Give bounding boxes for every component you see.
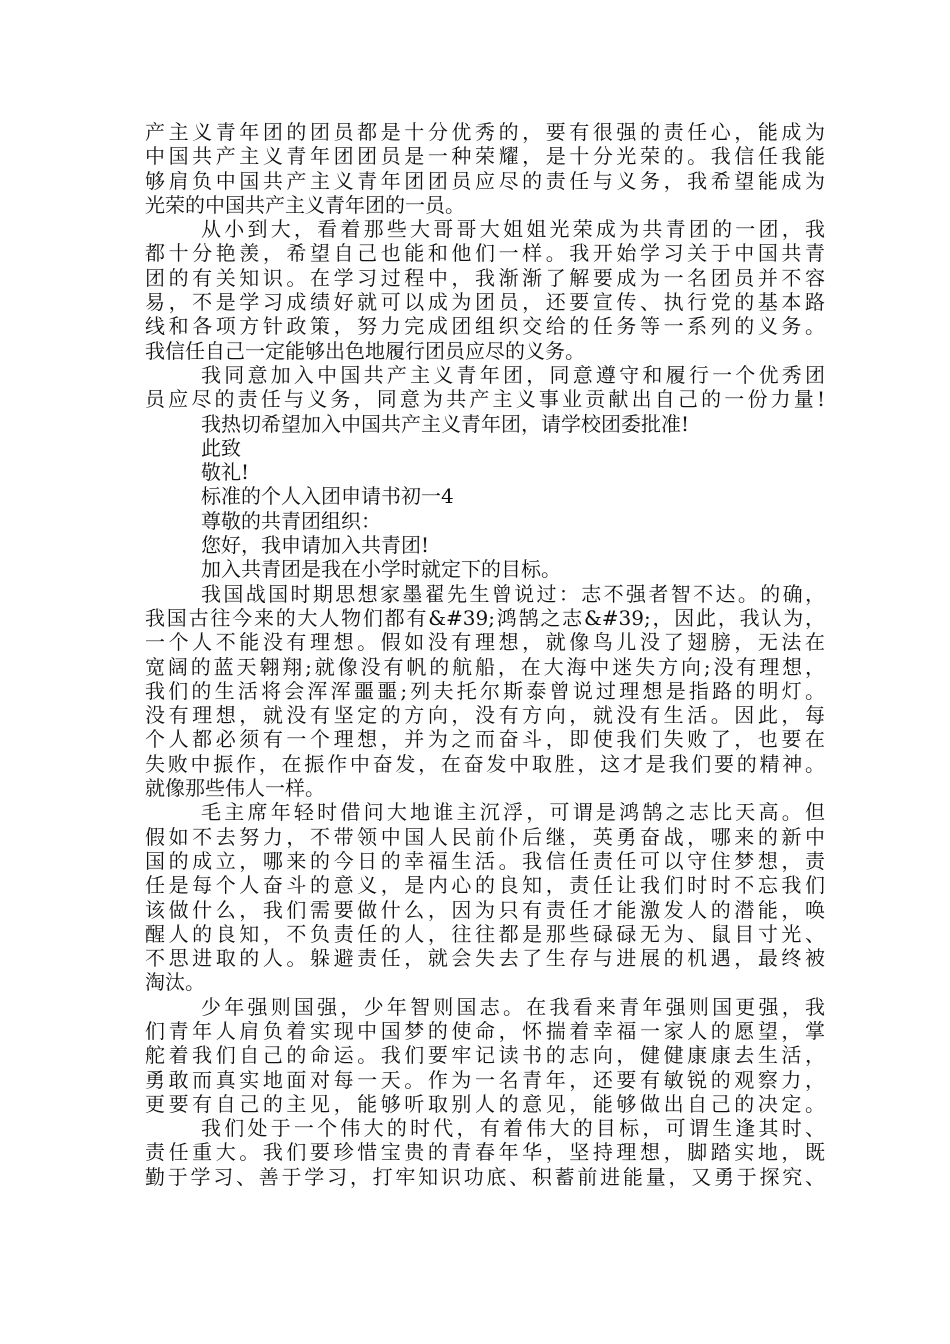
text-line: 都十分艳羡，希望自己也能和他们一样。我开始学习关于中国共青 [145, 241, 825, 266]
text-line: 光荣的中国共产主义青年团的一员。 [145, 192, 465, 217]
text-line: 就像那些伟人一样。 [145, 776, 325, 801]
text-line: 我同意加入中国共产主义青年团，同意遵守和履行一个优秀团 [201, 362, 825, 387]
text-line: 从小到大，看着那些大哥哥大姐姐光荣成为共青团的一团，我 [201, 217, 825, 242]
text-line: 易，不是学习成绩好就可以成为团员，还要宣传、执行党的基本路 [145, 290, 825, 315]
text-line: 们青年人肩负着实现中国梦的使命，怀揣着幸福一家人的愿望，掌 [145, 1018, 825, 1043]
text-line: 毛主席年轻时借问大地谁主沉浮，可谓是鸿鹄之志比天高。但 [201, 800, 825, 825]
text-line: 少年强则国强，少年智则国志。在我看来青年强则国更强，我 [201, 994, 825, 1019]
text-line: 勇敢而真实地面对每一天。作为一名青年，还要有敏锐的观察力， [145, 1067, 825, 1092]
text-line: 假如不去努力，不带领中国人民前仆后继，英勇奋战，哪来的新中 [145, 824, 825, 849]
text-line: 此致 [201, 435, 241, 460]
text-line: 员应尽的责任与义务，同意为共产主义事业贡献出自己的一份力量! [145, 387, 825, 412]
text-line: 线和各项方针政策，努力完成团组织交给的任务等一系列的义务。 [145, 314, 825, 339]
text-line: 舵着我们自己的命运。我们要牢记读书的志向，健健康康去生活， [145, 1043, 825, 1068]
text-line: 任是每个人奋斗的意义，是内心的良知，责任让我们时时不忘我们 [145, 873, 825, 898]
text-line: 我国战国时期思想家墨翟先生曾说过：志不强者智不达。的确， [201, 581, 825, 606]
text-line: 尊敬的共青团组织： [201, 508, 381, 533]
text-line: 我信任自己一定能够出色地履行团员应尽的义务。 [145, 338, 585, 363]
text-line: 该做什么，我们需要做什么，因为只有责任才能激发人的潜能，唤 [145, 897, 825, 922]
text-line: 勤于学习、善于学习，打牢知识功底、积蓄前进能量，又勇于探究、 [145, 1164, 825, 1189]
text-line: 责任重大。我们要珍惜宝贵的青春年华，坚持理想，脚踏实地，既 [145, 1140, 825, 1165]
text-line: 中国共产主义青年团团员是一种荣耀，是十分光荣的。我信任我能 [145, 144, 825, 169]
text-line: 产主义青年团的团员都是十分优秀的，要有很强的责任心，能成为 [145, 120, 825, 144]
text-line: 淘汰。 [145, 970, 205, 995]
document-body [145, 120, 825, 1189]
text-line: 标准的个人入团申请书初一4 [201, 484, 454, 509]
text-line: 我们的生活将会浑浑噩噩;列夫托尔斯泰曾说过理想是指路的明灯。 [145, 678, 825, 703]
text-line: 够肩负中国共产主义青年团团员应尽的责任与义务，我希望能成为 [145, 168, 825, 193]
text-line: 敬礼! [201, 460, 250, 485]
text-line: 醒人的良知，不负责任的人，往往都是那些碌碌无为、鼠目寸光、 [145, 921, 825, 946]
text-line: 宽阔的蓝天翱翔;就像没有帆的航船，在大海中迷失方向;没有理想， [145, 654, 825, 679]
text-line: 失败中振作，在振作中奋发，在奋发中取胜，这才是我们要的精神。 [145, 751, 825, 776]
text-line: 我国古往今来的大人物们都有&#39;鸿鹄之志&#39;，因此，我认为， [145, 605, 825, 630]
text-line: 没有理想，就没有坚定的方向，没有方向，就没有生活。因此，每 [145, 703, 825, 728]
text-line: 国的成立，哪来的今日的幸福生活。我信任责任可以守住梦想，责 [145, 848, 825, 873]
text-line: 一个人不能没有理想。假如没有理想，就像鸟儿没了翅膀，无法在 [145, 630, 825, 655]
text-line: 个人都必须有一个理想，并为之而奋斗，即使我们失败了，也要在 [145, 727, 825, 752]
text-line: 更要有自己的主见，能够听取别人的意见，能够做出自己的决定。 [145, 1091, 825, 1116]
text-line: 我热切希望加入中国共产主义青年团，请学校团委批准! [201, 411, 690, 436]
text-line: 您好，我申请加入共青团! [201, 533, 430, 558]
text-line: 我们处于一个伟大的时代，有着伟大的目标，可谓生逢其时、 [201, 1116, 825, 1141]
text-line: 不思进取的人。躲避责任，就会失去了生存与进展的机遇，最终被 [145, 946, 825, 971]
text-line: 加入共青团是我在小学时就定下的目标。 [201, 557, 561, 582]
text-line: 团的有关知识。在学习过程中，我渐渐了解要成为一名团员并不容 [145, 265, 825, 290]
